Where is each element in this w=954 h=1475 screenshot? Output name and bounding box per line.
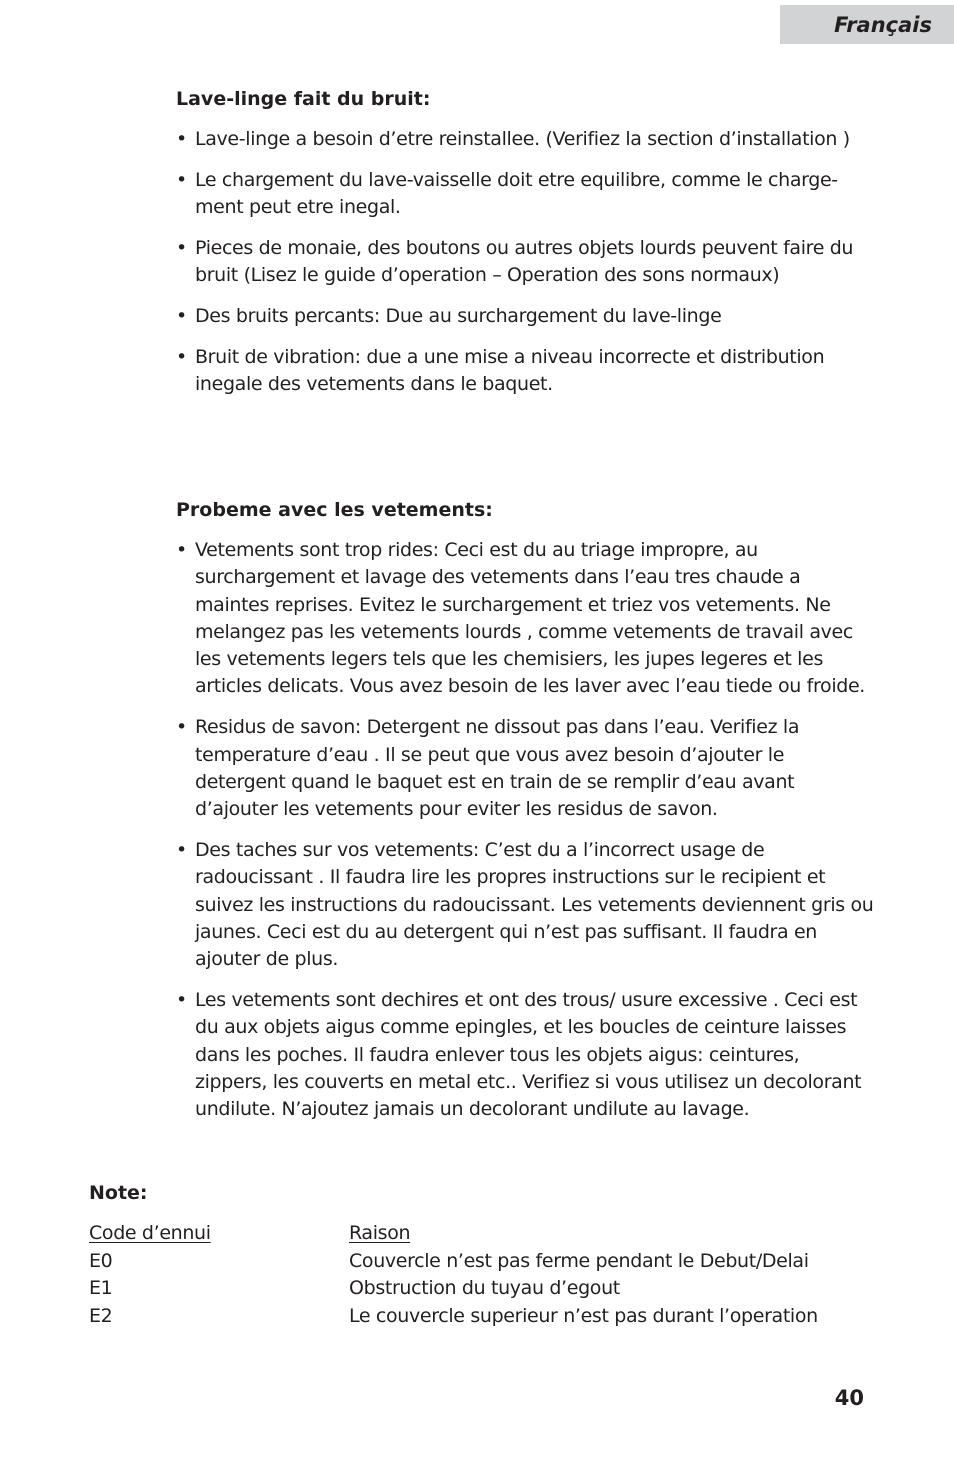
list-item: • Les vetements sont dechires et ont des trous/ usure excessive . Ceci est du aux objets aigus comme epingles, et les boucles de ceinture laisses dans les poches. Il faudra enlever tous les objets aigus: ceintures, zippers, les couverts en metal etc.. Verifiez si vous utilisez un decolorant undilute. N’ajoutez jamais un decolorant undilute au lavage.: [176, 987, 876, 1123]
list-item: • Residus de savon: Detergent ne dissout pas dans l’eau. Verifiez la temperature d’eau . Il se peut que vous avez besoin d’ajouter le detergent quand le baquet est en train de se remplir d’eau avant d’ajouter les vetements pour eviter les residus de savon.: [176, 714, 876, 823]
error-reason: Obstruction du tuyau d’egout: [349, 1277, 620, 1299]
section-title: Probeme avec les vetements:: [176, 499, 493, 521]
list-item: • Le chargement du lave-vaisselle doit etre equilibre, comme le charge-ment peut etre inegal.: [176, 167, 876, 222]
list-item: • Vetements sont trop rides: Ceci est du au triage impropre, au surchargement et lavage des vetements dans l’eau tres chaude a maintes reprises. Evitez le surchargement et triez vos vetements. Ne melangez pas les vetements lourds , comme vetements de travail avec les vetements legers tels que les chemisiers, les jupes legeres et les articles delicats. Vous avez besoin de les laver avec l’eau tiede ou froide.: [176, 537, 876, 701]
section-noisy-washer: [176, 88, 876, 412]
note-title: Note:: [89, 1182, 148, 1204]
list-item: • Des taches sur vos vetements: C’est du a l’incorrect usage de radoucissant . Il faudra lire les propres instructions sur le recipient et suivez les instructions du radoucissant. Les vetements deviennent gris ou jaunes. Ceci est du au detergent qui n’est pas suffisant. Il faudra en ajouter de plus.: [176, 837, 876, 973]
bullet-list: [176, 126, 876, 398]
table-row: [89, 1303, 849, 1331]
table-header-row: [89, 1220, 849, 1248]
language-tab: Français: [780, 5, 954, 44]
error-code: E0: [89, 1249, 113, 1272]
section-title: Lave-linge fait du bruit:: [176, 88, 431, 110]
list-item: • Lave-linge a besoin d’etre reinstallee. (Verifiez la section d’installation ): [176, 126, 876, 153]
error-code: E1: [89, 1277, 113, 1299]
code-column-header: Code d’ennui: [89, 1222, 211, 1244]
list-item: • Pieces de monaie, des boutons ou autres objets lourds peuvent faire du bruit (Lisez le guide d’operation – Operation des sons normaux): [176, 235, 876, 290]
error-code: E2: [89, 1304, 113, 1327]
error-code-table: [89, 1220, 849, 1330]
list-item: • Des bruits percants: Due au surchargement du lave-linge: [176, 303, 876, 330]
error-reason: Couvercle n’est pas ferme pendant le Debut/Delai: [349, 1249, 809, 1272]
section-clothing-problems: [176, 499, 876, 1137]
error-reason: Le couvercle superieur n’est pas durant l’operation: [349, 1304, 818, 1327]
table-row: [89, 1275, 849, 1303]
list-item: • Bruit de vibration: due a une mise a niveau incorrecte et distribution inegale des vetements dans le baquet.: [176, 344, 876, 399]
page-number: 40: [834, 1386, 864, 1410]
table-row: [89, 1248, 849, 1276]
bullet-list: [176, 537, 876, 1123]
reason-column-header: Raison: [349, 1222, 411, 1244]
